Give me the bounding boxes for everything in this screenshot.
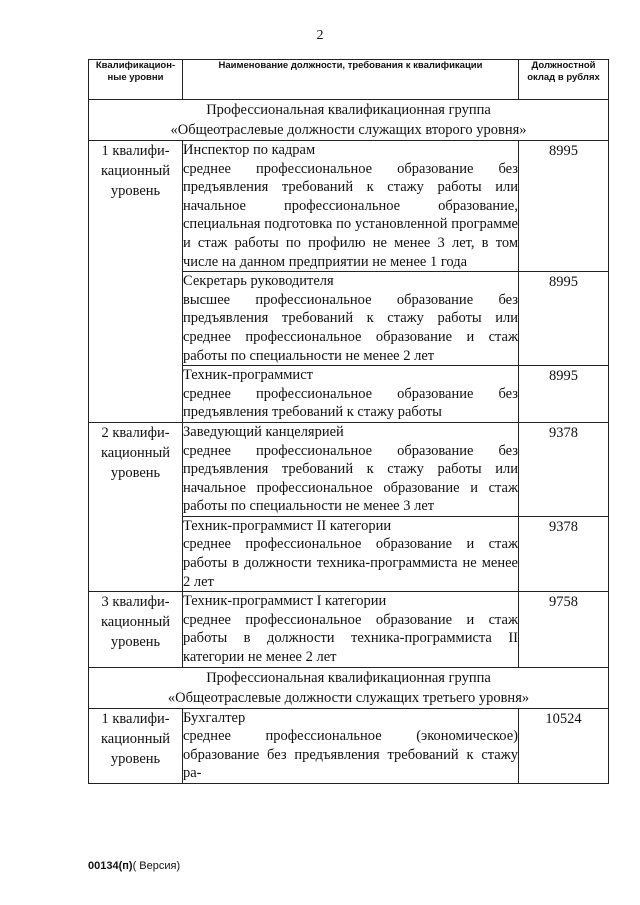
table-header-row: [89, 60, 609, 100]
position-requirements: среднее профессиональное образование без предъявления требований к стажу работы или начальное профессиональное образование и стаж работы по специальности не менее 3 лет: [183, 442, 518, 515]
position-title: Секретарь руководителя: [183, 273, 334, 290]
group-title: [89, 100, 609, 141]
position-title: Техник-программист I категории: [183, 593, 387, 610]
qualification-level: 1 квалифи-кационный уровень: [89, 708, 183, 783]
group-title: [89, 667, 609, 708]
document-version: ( Версия): [132, 860, 181, 872]
position-requirements: высшее профессиональное образование без предъявления требований к стажу работы или среднее профессиональное образование и стаж работы по специальности не менее 2 лет: [183, 291, 518, 364]
position-salary: 10524: [519, 708, 609, 783]
position-requirements: среднее профессиональное образование и стаж работы в должности техника-программиста не менее 2 лет: [183, 536, 518, 590]
group-row: [89, 100, 609, 141]
header-position-name: Наименование должности, требования к квалификации: [183, 60, 519, 100]
position-cell: [183, 422, 519, 516]
position-title: Бухгалтер: [183, 709, 246, 726]
group-title-line1: Профессиональная квалификационная группа: [206, 102, 491, 118]
position-salary: 8995: [519, 272, 609, 366]
position-cell: [183, 141, 519, 272]
position-requirements: среднее профессиональное (экономическое) образование без предъявления требований к стажу ра-: [183, 728, 518, 782]
position-salary: 8995: [519, 366, 609, 423]
position-title: Техник-программист: [183, 367, 313, 384]
position-requirements: среднее профессиональное образование без предъявления требований к стажу работы или начальное профессиональное образование, специальная подготовка по установленной программе и стаж работы по профилю не менее 3 лет, в том числе на данном предприятии не менее 1 года: [183, 160, 518, 270]
position-requirements: среднее профессиональное образование без предъявления требований к стажу работы: [183, 385, 518, 421]
header-level: Квалификацион-ные уровни: [89, 60, 183, 100]
document-code: 00134(п): [88, 860, 133, 872]
position-cell: [183, 592, 519, 667]
position-title: Инспектор по кадрам: [183, 142, 316, 158]
table-row: [89, 422, 609, 516]
position-cell: [183, 708, 519, 783]
qualification-level: 1 квалифи-кационный уровень: [89, 141, 183, 423]
header-salary: Должностной оклад в рублях: [519, 60, 609, 100]
position-salary: 9378: [519, 516, 609, 591]
table-row: [89, 592, 609, 667]
qualification-table: [88, 59, 609, 784]
group-row: [89, 667, 609, 708]
table-row: [89, 708, 609, 783]
group-title-line1: Профессиональная квалификационная группа: [206, 669, 491, 686]
table-row: [89, 141, 609, 272]
position-cell: [183, 516, 519, 591]
qualification-level: 3 квалифи-кационный уровень: [89, 592, 183, 667]
page-number: 2: [316, 28, 324, 43]
position-salary: 8995: [519, 141, 609, 272]
group-title-line2: «Общеотраслевые должности служащих третьего уровня»: [167, 689, 530, 706]
position-title: Техник-программист II категории: [183, 517, 392, 534]
group-title-line2: «Общеотраслевые должности служащих второго уровня»: [170, 122, 527, 138]
position-title: Заведующий канцелярией: [183, 423, 344, 440]
position-salary: 9758: [519, 592, 609, 667]
position-salary: 9378: [519, 422, 609, 516]
position-cell: [183, 272, 519, 366]
position-cell: [183, 366, 519, 423]
position-requirements: среднее профессиональное образование и стаж работы в должности техника-программиста II категории не менее 2 лет: [183, 611, 518, 666]
qualification-level: 2 квалифи-кационный уровень: [89, 422, 183, 591]
document-footer: [88, 860, 180, 872]
